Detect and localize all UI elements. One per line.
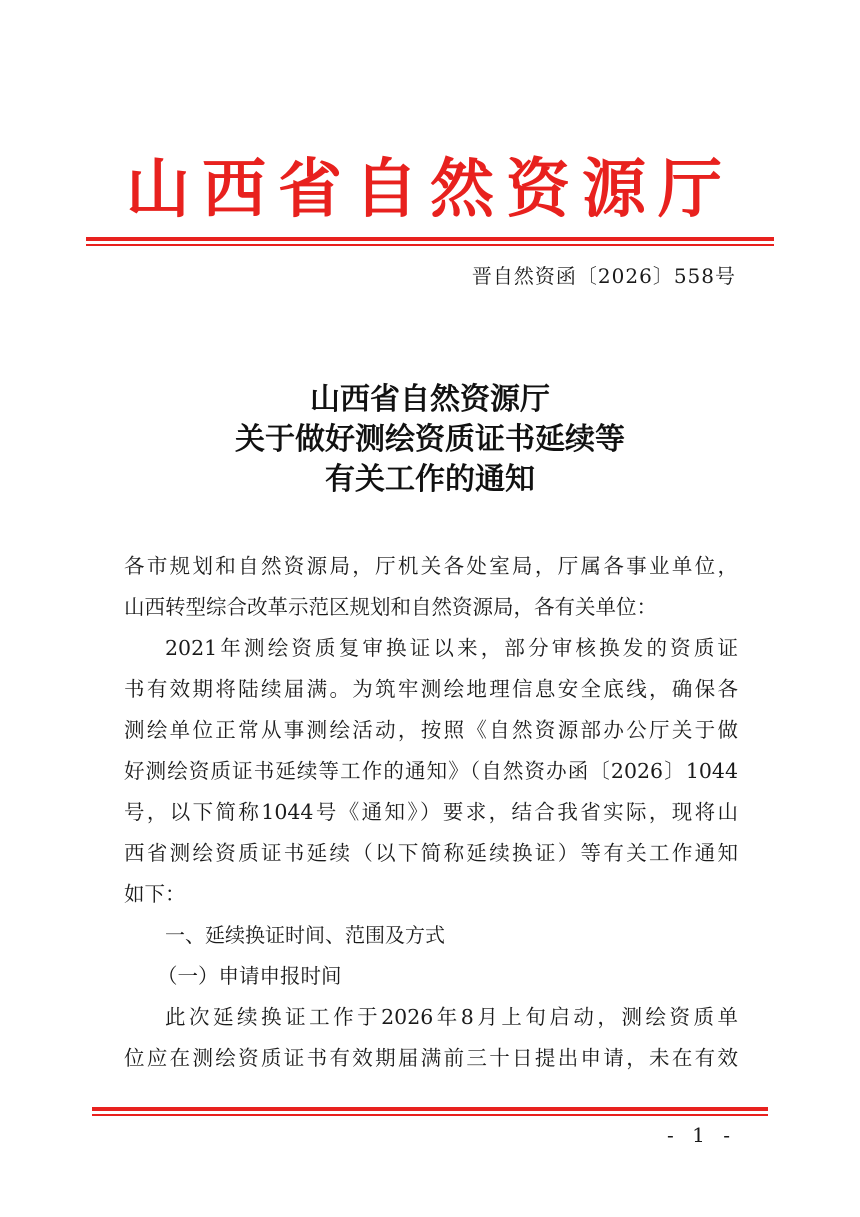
addressee-line: 各市规划和自然资源局，厅机关各处室局，厅属各事业单位， (124, 554, 738, 578)
section-heading: 一、延续换证时间、范围及方式 (165, 923, 445, 947)
title-line-2: 关于做好测绘资质证书延续等 (235, 422, 625, 457)
addressee-line: 山西转型综合改革示范区规划和自然资源局，各有关单位： (124, 595, 657, 619)
paragraph-line: 位应在测绘资质证书有效期届满前三十日提出申请，未在有效 (124, 1046, 738, 1070)
document-number: 晋自然资函〔2026〕558号 (471, 264, 736, 288)
paragraph-line: 此次延续换证工作于2026年8月上旬启动，测绘资质单 (165, 1005, 738, 1029)
document-title (0, 380, 860, 500)
masthead: 山西省自然资源厅 (126, 152, 734, 227)
subsection-heading: （一）申请申报时间 (157, 964, 342, 988)
paragraph-line: 号，以下简称1044号《通知》）要求，结合我省实际，现将山 (124, 800, 738, 824)
paragraph-line: 2021年测绘资质复审换证以来，部分审核换发的资质证 (165, 636, 738, 660)
header-red-rule-thin (86, 244, 774, 246)
footer-red-rule-thick (92, 1107, 768, 1111)
paragraph-line: 书有效期将陆续届满。为筑牢测绘地理信息安全底线，确保各 (124, 677, 738, 701)
page-number: - 1 - (667, 1123, 736, 1147)
footer-red-rule-thin (92, 1114, 768, 1116)
header-red-rule-thick (86, 237, 774, 241)
title-line-1: 山西省自然资源厅 (310, 382, 550, 417)
document-body (124, 546, 738, 1079)
title-line-3: 有关工作的通知 (325, 462, 535, 497)
paragraph-line: 如下： (124, 882, 186, 906)
paragraph-line: 西省测绘资质证书延续（以下简称延续换证）等有关工作通知 (124, 841, 738, 865)
paragraph-line: 测绘单位正常从事测绘活动，按照《自然资源部办公厅关于做 (124, 718, 738, 742)
paragraph-line: 好测绘资质证书延续等工作的通知》（自然资办函〔2026〕1044 (124, 759, 738, 783)
